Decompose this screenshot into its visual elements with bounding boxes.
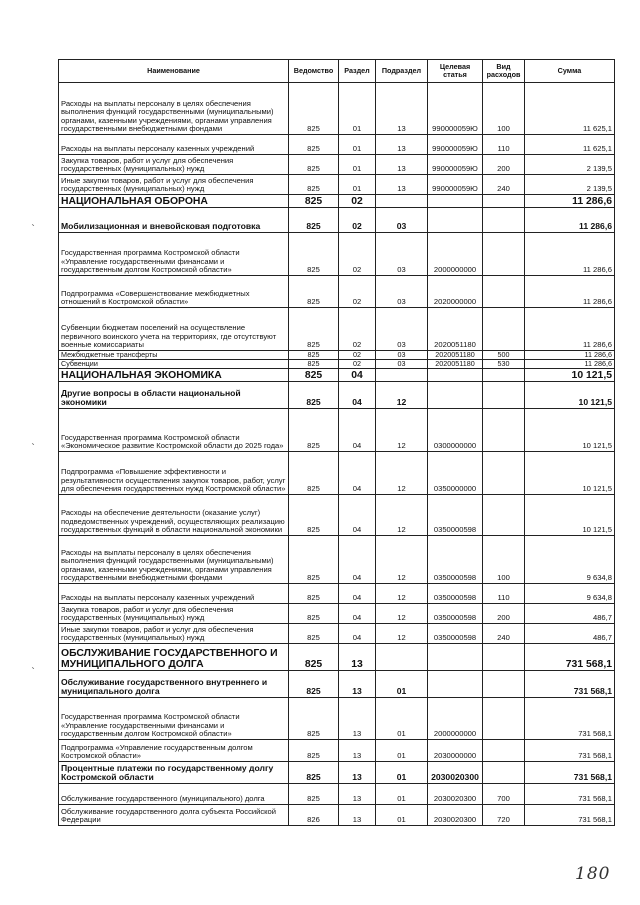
cell-summa: 9 634,8 [525,536,615,584]
cell-podrazdel: 01 [376,671,428,698]
cell-podrazdel: 12 [376,452,428,495]
cell-vid [483,195,525,208]
cell-vid: 700 [483,784,525,805]
cell-summa: 10 121,5 [525,382,615,409]
cell-name: НАЦИОНАЛЬНАЯ ЭКОНОМИКА [59,369,289,382]
cell-statya: 2030020300 [428,762,483,784]
cell-statya: 990000059Ю [428,83,483,135]
table-row [59,208,615,233]
table-row [59,409,615,452]
table-row [59,644,615,671]
table-row [59,698,615,740]
cell-vid [483,495,525,536]
cell-vedomstvo: 825 [289,276,339,308]
cell-vedomstvo: 825 [289,369,339,382]
page-number: 180 [575,864,611,884]
cell-vedomstvo: 825 [289,536,339,584]
cell-razdel: 04 [339,624,376,644]
cell-vid [483,644,525,671]
cell-razdel: 04 [339,382,376,409]
cell-razdel: 02 [339,233,376,276]
cell-vid [483,276,525,308]
cell-podrazdel: 13 [376,175,428,195]
cell-vid [483,382,525,409]
cell-statya: 0350000598 [428,536,483,584]
cell-statya: 0350000598 [428,495,483,536]
cell-vedomstvo: 825 [289,360,339,369]
cell-name: Закупка товаров, работ и услуг для обеспечения государственных (муниципальных) нужд [59,604,289,624]
cell-summa: 11 625,1 [525,83,615,135]
cell-statya: 2020051180 [428,308,483,351]
cell-statya [428,671,483,698]
cell-vid [483,762,525,784]
budget-sheet [58,59,614,826]
cell-summa: 11 286,6 [525,208,615,233]
cell-summa: 486,7 [525,604,615,624]
cell-podrazdel: 12 [376,624,428,644]
cell-vedomstvo: 825 [289,308,339,351]
cell-vedomstvo: 825 [289,698,339,740]
table-row [59,351,615,360]
cell-statya: 0350000598 [428,624,483,644]
cell-razdel: 13 [339,805,376,826]
cell-vid: 240 [483,175,525,195]
cell-name: Обслуживание государственного внутреннего и муниципального долга [59,671,289,698]
table-row [59,495,615,536]
table-row [59,83,615,135]
cell-statya [428,382,483,409]
table-row [59,624,615,644]
cell-vedomstvo: 825 [289,195,339,208]
cell-razdel: 13 [339,698,376,740]
cell-vedomstvo: 825 [289,624,339,644]
cell-name: Обслуживание государственного долга субъекта Российской Федерации [59,805,289,826]
cell-razdel: 04 [339,604,376,624]
cell-statya: 0350000000 [428,452,483,495]
cell-podrazdel: 13 [376,83,428,135]
table-row [59,671,615,698]
cell-vedomstvo: 825 [289,762,339,784]
cell-razdel: 01 [339,155,376,175]
cell-podrazdel [376,195,428,208]
cell-razdel: 04 [339,452,376,495]
cell-statya: 2000000000 [428,698,483,740]
cell-razdel: 04 [339,495,376,536]
cell-vedomstvo: 825 [289,584,339,604]
cell-razdel: 04 [339,536,376,584]
header-podrazdel: Подраздел [376,60,428,83]
cell-razdel: 02 [339,308,376,351]
cell-razdel: 02 [339,276,376,308]
cell-vid [483,308,525,351]
cell-name: Межбюджетные трансферты [59,351,289,360]
cell-vid: 530 [483,360,525,369]
cell-razdel: 02 [339,208,376,233]
cell-name: Подпрограмма «Повышение эффективности и результативности осуществления закупок товаров, работ, услуг для обеспечения государственных нужд Костромской области» [59,452,289,495]
cell-name: Расходы на выплаты персоналу в целях обеспечения выполнения функций государственными (муниципальными) органами, казенными учреждениями, органами управления государственными внебюджетными фондами [59,536,289,584]
cell-summa: 11 286,6 [525,276,615,308]
cell-razdel: 13 [339,644,376,671]
cell-razdel: 01 [339,135,376,155]
cell-podrazdel: 12 [376,495,428,536]
cell-vedomstvo: 825 [289,175,339,195]
cell-vid [483,409,525,452]
cell-name: Государственная программа Костромской области «Управление государственными финансами и государственным долгом Костромской области» [59,698,289,740]
cell-statya [428,644,483,671]
cell-name: Другие вопросы в области национальной экономики [59,382,289,409]
cell-razdel: 04 [339,369,376,382]
cell-razdel: 13 [339,740,376,762]
cell-podrazdel: 01 [376,698,428,740]
cell-vid: 240 [483,624,525,644]
table-body [59,83,615,826]
cell-summa: 11 625,1 [525,135,615,155]
cell-podrazdel: 03 [376,308,428,351]
budget-table [58,59,615,826]
cell-statya: 990000059Ю [428,175,483,195]
cell-vid: 110 [483,135,525,155]
cell-summa: 731 568,1 [525,740,615,762]
cell-podrazdel: 01 [376,762,428,784]
cell-name: Расходы на обеспечение деятельности (оказание услуг) подведомственных учреждений, осуществляющих реализацию государственных функций в области национальной экономики [59,495,289,536]
cell-podrazdel: 03 [376,208,428,233]
cell-name: Субвенции бюджетам поселений на осуществление первичного воинского учета на территориях, где отсутствуют военные комиссариаты [59,308,289,351]
cell-vid [483,740,525,762]
cell-vid [483,369,525,382]
cell-vid: 200 [483,604,525,624]
cell-vid [483,698,525,740]
cell-podrazdel: 01 [376,805,428,826]
cell-name: Иные закупки товаров, работ и услуг для обеспечения государственных (муниципальных) нужд [59,175,289,195]
cell-summa: 731 568,1 [525,671,615,698]
cell-statya: 990000059Ю [428,135,483,155]
cell-vid [483,208,525,233]
cell-vid: 720 [483,805,525,826]
cell-razdel: 13 [339,671,376,698]
cell-name: Расходы на выплаты персоналу казенных учреждений [59,584,289,604]
cell-vid: 500 [483,351,525,360]
margin-mark: ` [31,443,36,454]
cell-podrazdel: 13 [376,135,428,155]
cell-podrazdel: 03 [376,351,428,360]
table-row [59,382,615,409]
cell-podrazdel [376,369,428,382]
cell-statya [428,208,483,233]
cell-razdel: 01 [339,175,376,195]
header-summa: Сумма [525,60,615,83]
cell-vedomstvo: 825 [289,351,339,360]
cell-podrazdel: 13 [376,155,428,175]
cell-name: Государственная программа Костромской области «Экономическое развитие Костромской области до 2025 года» [59,409,289,452]
cell-vedomstvo: 825 [289,83,339,135]
cell-statya: 2030000000 [428,740,483,762]
cell-razdel: 02 [339,360,376,369]
cell-name: Обслуживание государственного (муниципального) долга [59,784,289,805]
cell-vedomstvo: 825 [289,233,339,276]
header-name: Наименование [59,60,289,83]
cell-summa: 10 121,5 [525,369,615,382]
cell-summa: 11 286,6 [525,351,615,360]
cell-podrazdel: 03 [376,360,428,369]
cell-vedomstvo: 826 [289,805,339,826]
table-row [59,584,615,604]
header-vedomstvo: Ведомство [289,60,339,83]
cell-razdel: 02 [339,195,376,208]
table-row [59,452,615,495]
header-razdel: Раздел [339,60,376,83]
cell-razdel: 04 [339,584,376,604]
cell-vedomstvo: 825 [289,644,339,671]
cell-summa: 9 634,8 [525,584,615,604]
cell-statya: 2020000000 [428,276,483,308]
cell-statya [428,195,483,208]
cell-statya: 0300000000 [428,409,483,452]
cell-vedomstvo: 825 [289,495,339,536]
table-row [59,195,615,208]
cell-summa: 731 568,1 [525,698,615,740]
cell-summa: 731 568,1 [525,784,615,805]
cell-podrazdel: 12 [376,382,428,409]
cell-statya: 2030020300 [428,805,483,826]
cell-podrazdel: 12 [376,584,428,604]
margin-mark: ` [31,667,36,678]
cell-vedomstvo: 825 [289,208,339,233]
cell-summa: 11 286,6 [525,308,615,351]
cell-name: Расходы на выплаты персоналу в целях обеспечения выполнения функций государственными (муниципальными) органами, казенными учреждениями, органами управления государственными внебюджетными фондами [59,83,289,135]
cell-vedomstvo: 825 [289,155,339,175]
cell-name: Подпрограмма «Управление государственным долгом Костромской области» [59,740,289,762]
margin-mark: ` [31,224,36,235]
cell-podrazdel: 12 [376,536,428,584]
header-statya: Целевая статья [428,60,483,83]
cell-razdel: 13 [339,784,376,805]
cell-name: Иные закупки товаров, работ и услуг для обеспечения государственных (муниципальных) нужд [59,624,289,644]
cell-statya: 2020051180 [428,360,483,369]
cell-podrazdel [376,644,428,671]
table-row [59,135,615,155]
cell-summa: 731 568,1 [525,805,615,826]
cell-podrazdel: 12 [376,409,428,452]
cell-name: Подпрограмма «Совершенствование межбюджетных отношений в Костромской области» [59,276,289,308]
cell-statya: 2020051180 [428,351,483,360]
cell-name: Закупка товаров, работ и услуг для обеспечения государственных (муниципальных) нужд [59,155,289,175]
cell-statya: 0350000598 [428,604,483,624]
cell-statya [428,369,483,382]
cell-vid: 110 [483,584,525,604]
cell-razdel: 02 [339,351,376,360]
table-header-row [59,60,615,83]
cell-summa: 11 286,6 [525,233,615,276]
table-row [59,233,615,276]
cell-podrazdel: 12 [376,604,428,624]
cell-statya: 990000059Ю [428,155,483,175]
cell-summa: 10 121,5 [525,452,615,495]
cell-summa: 731 568,1 [525,644,615,671]
table-row [59,740,615,762]
cell-vedomstvo: 825 [289,784,339,805]
table-row [59,762,615,784]
cell-summa: 11 286,6 [525,360,615,369]
cell-razdel: 04 [339,409,376,452]
cell-statya: 0350000598 [428,584,483,604]
table-row [59,276,615,308]
cell-statya: 2000000000 [428,233,483,276]
cell-razdel: 13 [339,762,376,784]
table-row [59,784,615,805]
cell-vid: 200 [483,155,525,175]
table-row [59,308,615,351]
cell-name: Государственная программа Костромской области «Управление государственными финансами и государственным долгом Костромской области» [59,233,289,276]
cell-vedomstvo: 825 [289,382,339,409]
cell-name: Мобилизационная и вневойсковая подготовка [59,208,289,233]
cell-podrazdel: 03 [376,276,428,308]
cell-name: Субвенции [59,360,289,369]
cell-podrazdel: 01 [376,784,428,805]
cell-summa: 2 139,5 [525,175,615,195]
cell-name: Расходы на выплаты персоналу казенных учреждений [59,135,289,155]
table-row [59,175,615,195]
table-row [59,360,615,369]
table-row [59,536,615,584]
table-row [59,369,615,382]
table-row [59,604,615,624]
cell-vid: 100 [483,83,525,135]
cell-summa: 11 286,6 [525,195,615,208]
cell-vedomstvo: 825 [289,604,339,624]
cell-vid [483,233,525,276]
cell-vid [483,452,525,495]
table-row [59,805,615,826]
cell-vid: 100 [483,536,525,584]
cell-name: НАЦИОНАЛЬНАЯ ОБОРОНА [59,195,289,208]
cell-summa: 10 121,5 [525,495,615,536]
header-vid: Вид расходов [483,60,525,83]
cell-vedomstvo: 825 [289,135,339,155]
cell-podrazdel: 03 [376,233,428,276]
cell-summa: 731 568,1 [525,762,615,784]
cell-vedomstvo: 825 [289,409,339,452]
cell-summa: 2 139,5 [525,155,615,175]
cell-podrazdel: 01 [376,740,428,762]
cell-name: Процентные платежи по государственному долгу Костромской области [59,762,289,784]
cell-vedomstvo: 825 [289,740,339,762]
cell-name: ОБСЛУЖИВАНИЕ ГОСУДАРСТВЕННОГО И МУНИЦИПАЛЬНОГО ДОЛГА [59,644,289,671]
table-row [59,155,615,175]
cell-vid [483,671,525,698]
cell-vedomstvo: 825 [289,671,339,698]
cell-razdel: 01 [339,83,376,135]
cell-statya: 2030020300 [428,784,483,805]
cell-summa: 10 121,5 [525,409,615,452]
cell-summa: 486,7 [525,624,615,644]
cell-vedomstvo: 825 [289,452,339,495]
